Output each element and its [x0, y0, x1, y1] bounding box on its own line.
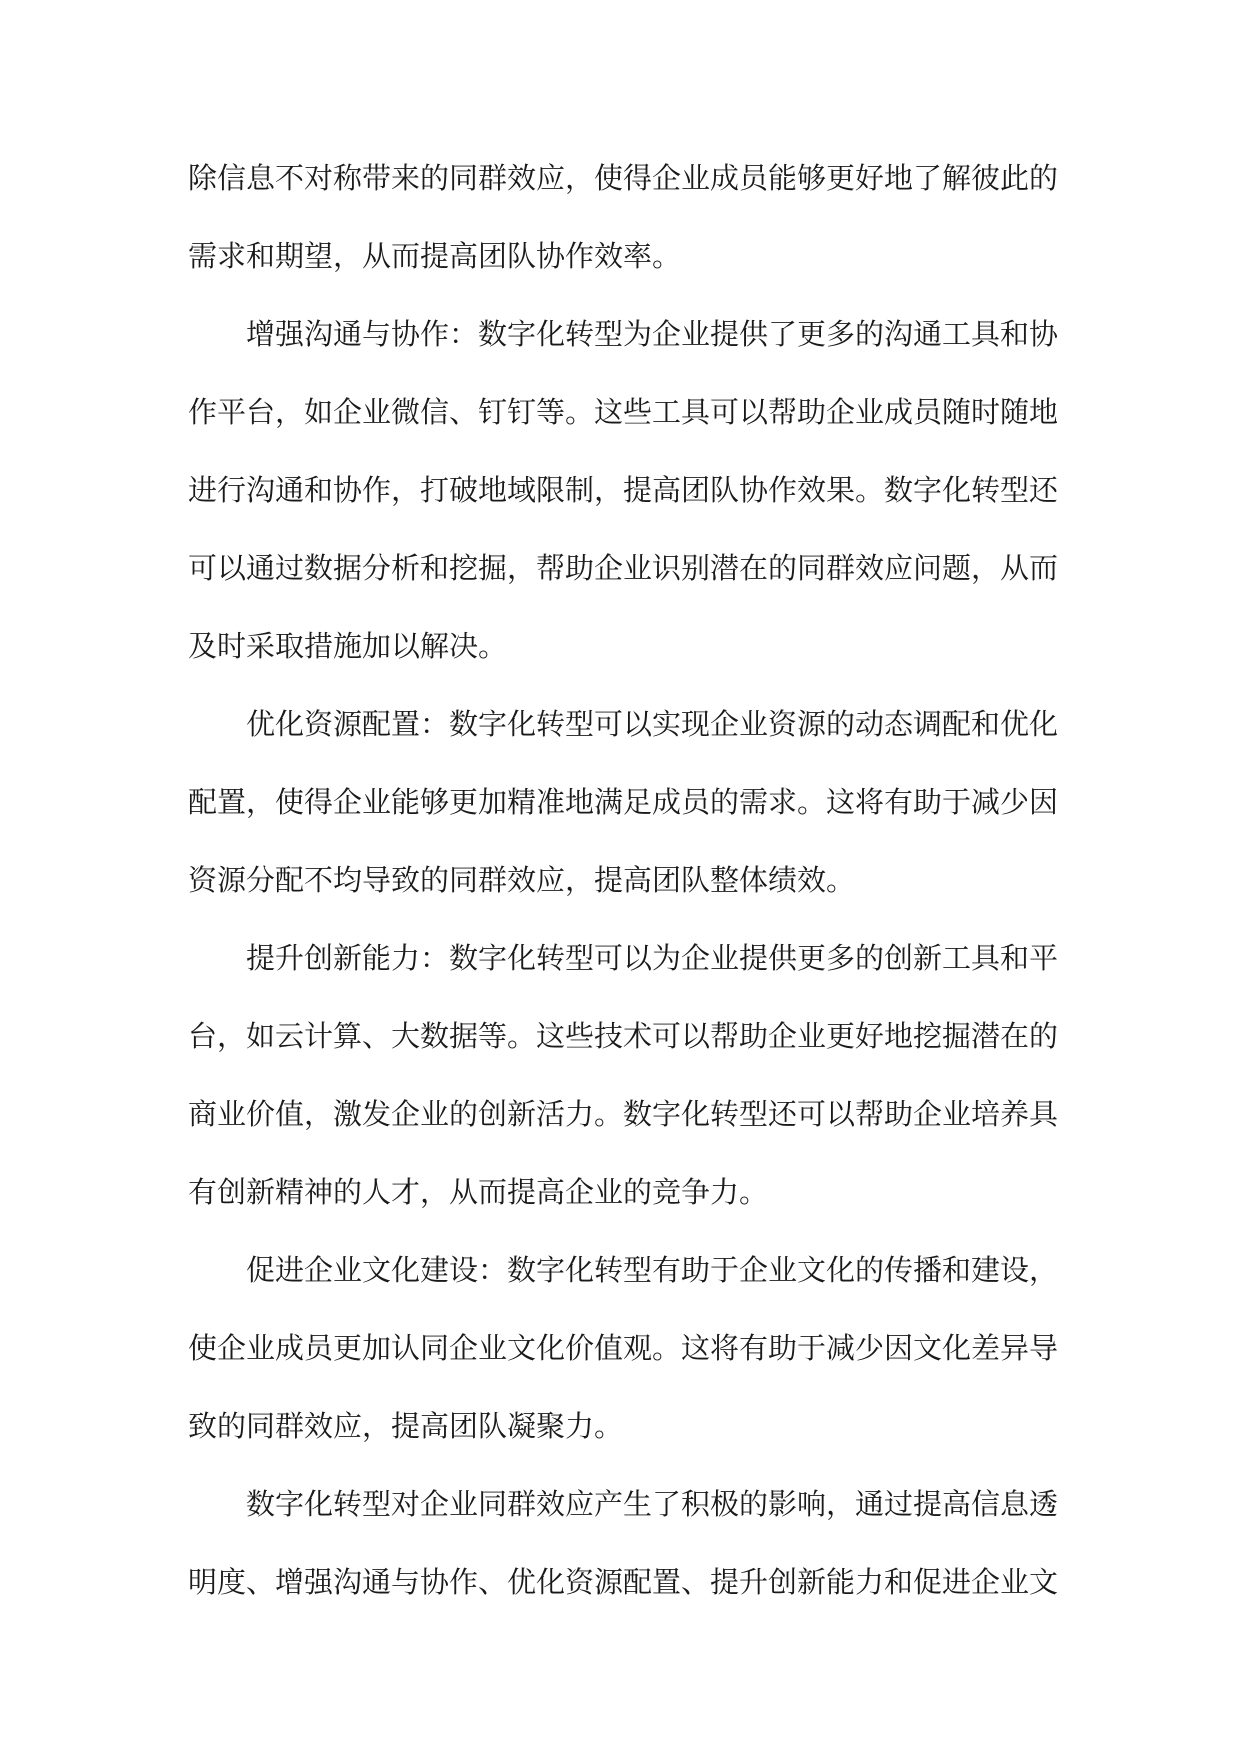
text-line: 致的同群效应，提高团队凝聚力。 — [188, 1409, 624, 1443]
paragraph-resource-allocation — [188, 685, 1058, 919]
text-line: 作平台，如企业微信、钉钉等。这些工具可以帮助企业成员随时随地 — [188, 395, 1059, 429]
text-line: 优化资源配置：数字化转型可以实现企业资源的动态调配和优化 — [246, 707, 1059, 741]
text-line: 明度、增强沟通与协作、优化资源配置、提升创新能力和促进企业文 — [188, 1565, 1059, 1599]
paragraph-corporate-culture — [188, 1231, 1058, 1465]
text-line: 资源分配不均导致的同群效应，提高团队整体绩效。 — [188, 863, 856, 897]
text-line: 数字化转型对企业同群效应产生了积极的影响，通过提高信息透 — [246, 1487, 1059, 1521]
text-line: 进行沟通和协作，打破地域限制，提高团队协作效果。数字化转型还 — [188, 473, 1059, 507]
text-line: 需求和期望，从而提高团队协作效率。 — [188, 239, 682, 273]
text-line: 有创新精神的人才，从而提高企业的竞争力。 — [188, 1175, 769, 1209]
text-line: 台，如云计算、大数据等。这些技术可以帮助企业更好地挖掘潜在的 — [188, 1019, 1059, 1053]
text-line: 促进企业文化建设：数字化转型有助于企业文化的传播和建设， — [246, 1253, 1059, 1287]
paragraph-innovation — [188, 919, 1058, 1231]
paragraph-info-asymmetry — [188, 139, 1058, 295]
body-text — [188, 139, 1058, 1621]
text-line: 可以通过数据分析和挖掘，帮助企业识别潜在的同群效应问题，从而 — [188, 551, 1059, 585]
text-line: 除信息不对称带来的同群效应，使得企业成员能够更好地了解彼此的 — [188, 161, 1059, 195]
text-line: 配置，使得企业能够更加精准地满足成员的需求。这将有助于减少因 — [188, 785, 1059, 819]
text-line: 使企业成员更加认同企业文化价值观。这将有助于减少因文化差异导 — [188, 1331, 1059, 1365]
text-line: 及时采取措施加以解决。 — [188, 629, 508, 663]
text-line: 增强沟通与协作：数字化转型为企业提供了更多的沟通工具和协 — [246, 317, 1059, 351]
paragraph-summary — [188, 1465, 1058, 1621]
text-line: 商业价值，激发企业的创新活力。数字化转型还可以帮助企业培养具 — [188, 1097, 1059, 1131]
paragraph-communication — [188, 295, 1058, 685]
text-line: 提升创新能力：数字化转型可以为企业提供更多的创新工具和平 — [246, 941, 1059, 975]
